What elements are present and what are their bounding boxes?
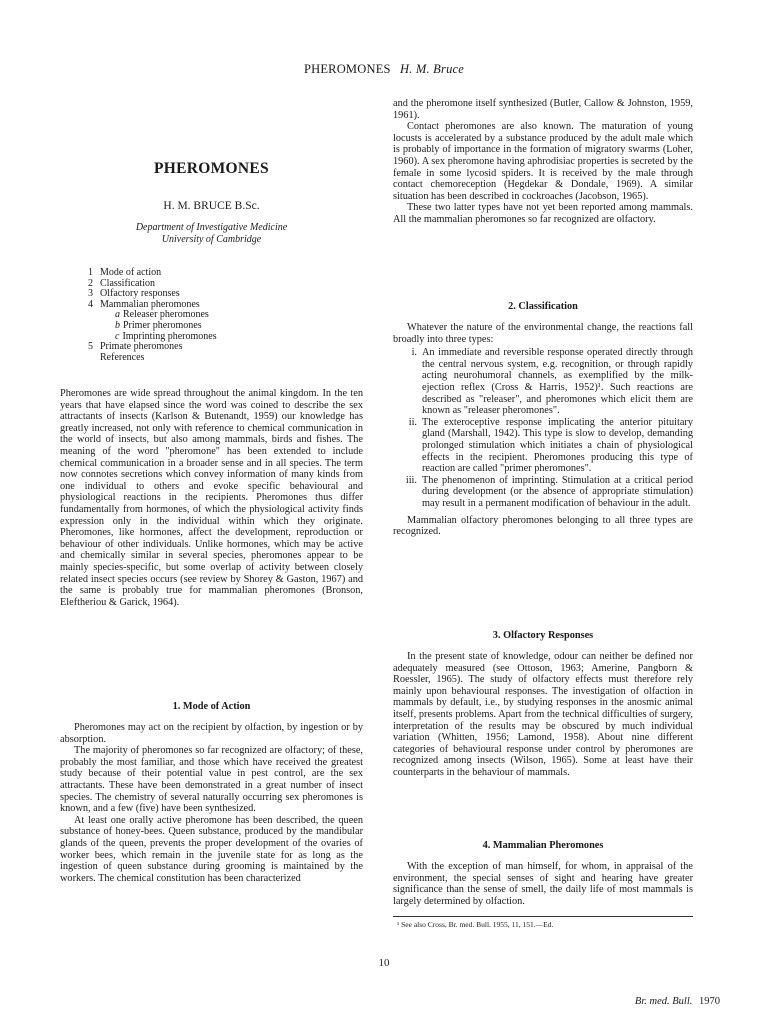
journal-name: Br. med. Bull. [634, 996, 693, 1007]
list-item: i. An immediate and reversible response operated directly through the central nervous system, e.g. recognition, or through rapidly acting neurohumoral channels, as exemplified by the milk-ejection reflex (Cross & Harris, 1952)¹. Such reactions are described as "releaser", and pheromones which elicit them are known as "releaser pheromones". [411, 347, 693, 417]
toc-item: 5 Primate pheromones [88, 341, 183, 353]
paragraph: In the present state of knowledge, odour can neither be defined nor adequately measured (see Ottoson, 1963; Amerine, Pangborn & Roessler, 1965). The study of olfactory effects must therefore rely mainly upon behavioural responses. The investigation of olfaction in mammals by default, i.e., by studying responses in the anosmic animal itself, presents problems. Apart from the technical difficulties of surgery, interpretation of the results may be obscured by much individual variation (Whitten, 1956; Lamond, 1958). About nine different categories of behavioural response under control by pheromones are recognized among insects (Wilson, 1965). Some at least have their counterparts in the behaviour of mammals. [393, 651, 693, 778]
paragraph: Mammalian olfactory pheromones belonging to all three types are recognized. [393, 514, 693, 538]
affiliation-university: University of Cambridge [161, 234, 262, 245]
page-number: 10 [378, 957, 390, 969]
section-mammalian-pheromones [393, 840, 693, 907]
section-heading: 4. Mammalian Pheromones [482, 840, 604, 851]
paragraph: At least one orally active pheromone has been described, the queen substance of honey-bees. Queen substance, produced by the mandibular glands of the queen, prevents the proper development of the ovaries of worker bees, which remain in the juvenile state for as long as the ingestion of queen substance during grooming is maintained by the workers. The chemical constitution has been characterized [60, 814, 363, 884]
running-head-title: PHEROMONES [303, 62, 391, 76]
affiliation-department: Department of Investigative Medicine [135, 222, 288, 233]
toc-item: 4 Mammalian pheromones [88, 298, 200, 310]
paragraph: Whatever the nature of the environmental change, the reactions fall broadly into three types: [393, 322, 693, 345]
paragraph: and the pheromone itself synthesized (Butler, Callow & Johnston, 1959, 1961). [393, 98, 693, 121]
table-of-contents [88, 268, 348, 363]
right-column-continued [393, 98, 693, 226]
paragraph: Pheromones may act on the recipient by olfaction, by ingestion or by absorption. [60, 722, 363, 745]
journal-year: 1970 [699, 996, 720, 1007]
section-heading: 1. Mode of Action [172, 701, 251, 712]
paragraph: With the exception of man himself, for whom, in appraisal of the environment, the special senses of sight and hearing have greater significance than the sense of smell, the daily life of most mammals is largely determined by olfaction. [393, 861, 693, 907]
list-item: iii. The phenomenon of imprinting. Stimulation at a critical period during development (or the absence of appropriate stimulation) may result in a permanent modification of behaviour in the adult. [405, 474, 693, 509]
section-heading: 3. Olfactory Responses [492, 630, 594, 641]
section-classification [393, 301, 693, 538]
toc-item: 2 Classification [88, 277, 155, 289]
running-head-author: H. M. Bruce [400, 62, 465, 76]
section-heading: 2. Classification [508, 301, 578, 312]
toc-subitem: b Primer pheromones [115, 319, 202, 331]
introduction [60, 388, 363, 608]
toc-subitem: a Releaser pheromones [115, 309, 209, 321]
author-byline: H. M. BRUCE B.Sc. [163, 200, 260, 212]
section-olfactory-responses [393, 630, 693, 779]
classification-list [393, 347, 693, 509]
section-mode-of-action [60, 701, 363, 884]
paragraph: The majority of pheromones so far recognized are olfactory; of these, probably the most familiar, and those which have received the greatest study because of their potential value in pest control, are the sex attractants. These have been demonstrated in a great number of insect species. The chemistry of several naturally occurring sex pheromones is known, and a few (five) have been synthesized. [60, 745, 363, 815]
article-title: PHEROMONES [154, 160, 269, 177]
paragraph: Contact pheromones are also known. The maturation of young locusts is accelerated by a substance produced by the adult male which is probably of importance in the formation of migratory swarms (Loher, 1960). A sex pheromone having aphrodisiac properties is secreted by the female in some lycosid spiders. It is received by the male through contact chemoreception (Hegdekar & Dondale, 1969). A similar situation has been described in cockroaches (Jacobson, 1965). [393, 121, 693, 202]
affiliation [60, 222, 363, 246]
toc-subitem: c Imprinting pheromones [115, 330, 217, 342]
footnote-divider [393, 916, 693, 917]
footnote: ¹ See also Cross, Br. med. Bull. 1955, 11, 151.—Ed. [397, 920, 554, 929]
list-item: ii. The exteroceptive response implicating the anterior pituitary gland (Marshall, 1942). This type is slow to develop, demanding prolonged stimulation which initiates a chain of physiological effects in the recipient. Pheromones producing this type of reaction are called "primer pheromones". [408, 416, 693, 475]
running-head [0, 62, 768, 77]
toc-item: References [100, 351, 145, 363]
paragraph: These two latter types have not yet been reported among mammals. All the mammalian pheromones so far recognized are olfactory. [393, 202, 693, 225]
journal-citation [600, 996, 720, 1007]
intro-paragraph: Pheromones are wide spread throughout the animal kingdom. In the ten years that have elapsed since the word was coined to describe the sex attractants of insects (Karlson & Butenandt, 1959) our knowledge has greatly increased, not only with reference to chemical communication in the world of insects, but also among mammals, birds and fishes. The meaning of the word "pheromone" has been extended to include chemical communication in a broader sense and in all species. The term now connotes secretions which convey information of many kinds from one individual to others and evoke specific behavioural and physiological reactions in the recipients. Pheromones thus differ fundamentally from hormones, of which the physiological activity finds expression only in the individual within which they originate. Pheromones, like hormones, affect the development, reproduction or behaviour of other individuals. Unlike hormones, which may be active and chemically similar in several species, pheromones appear to be mainly species-specific, but some overlap of activity between closely related insect species occurs (see review by Shorey & Gaston, 1967) and the same is probably true for mammalian pheromones (Bronson, Eleftheriou & Garick, 1964). [60, 388, 363, 608]
toc-item: 1 Mode of action [88, 267, 162, 278]
toc-item: 3 Olfactory responses [88, 288, 180, 300]
